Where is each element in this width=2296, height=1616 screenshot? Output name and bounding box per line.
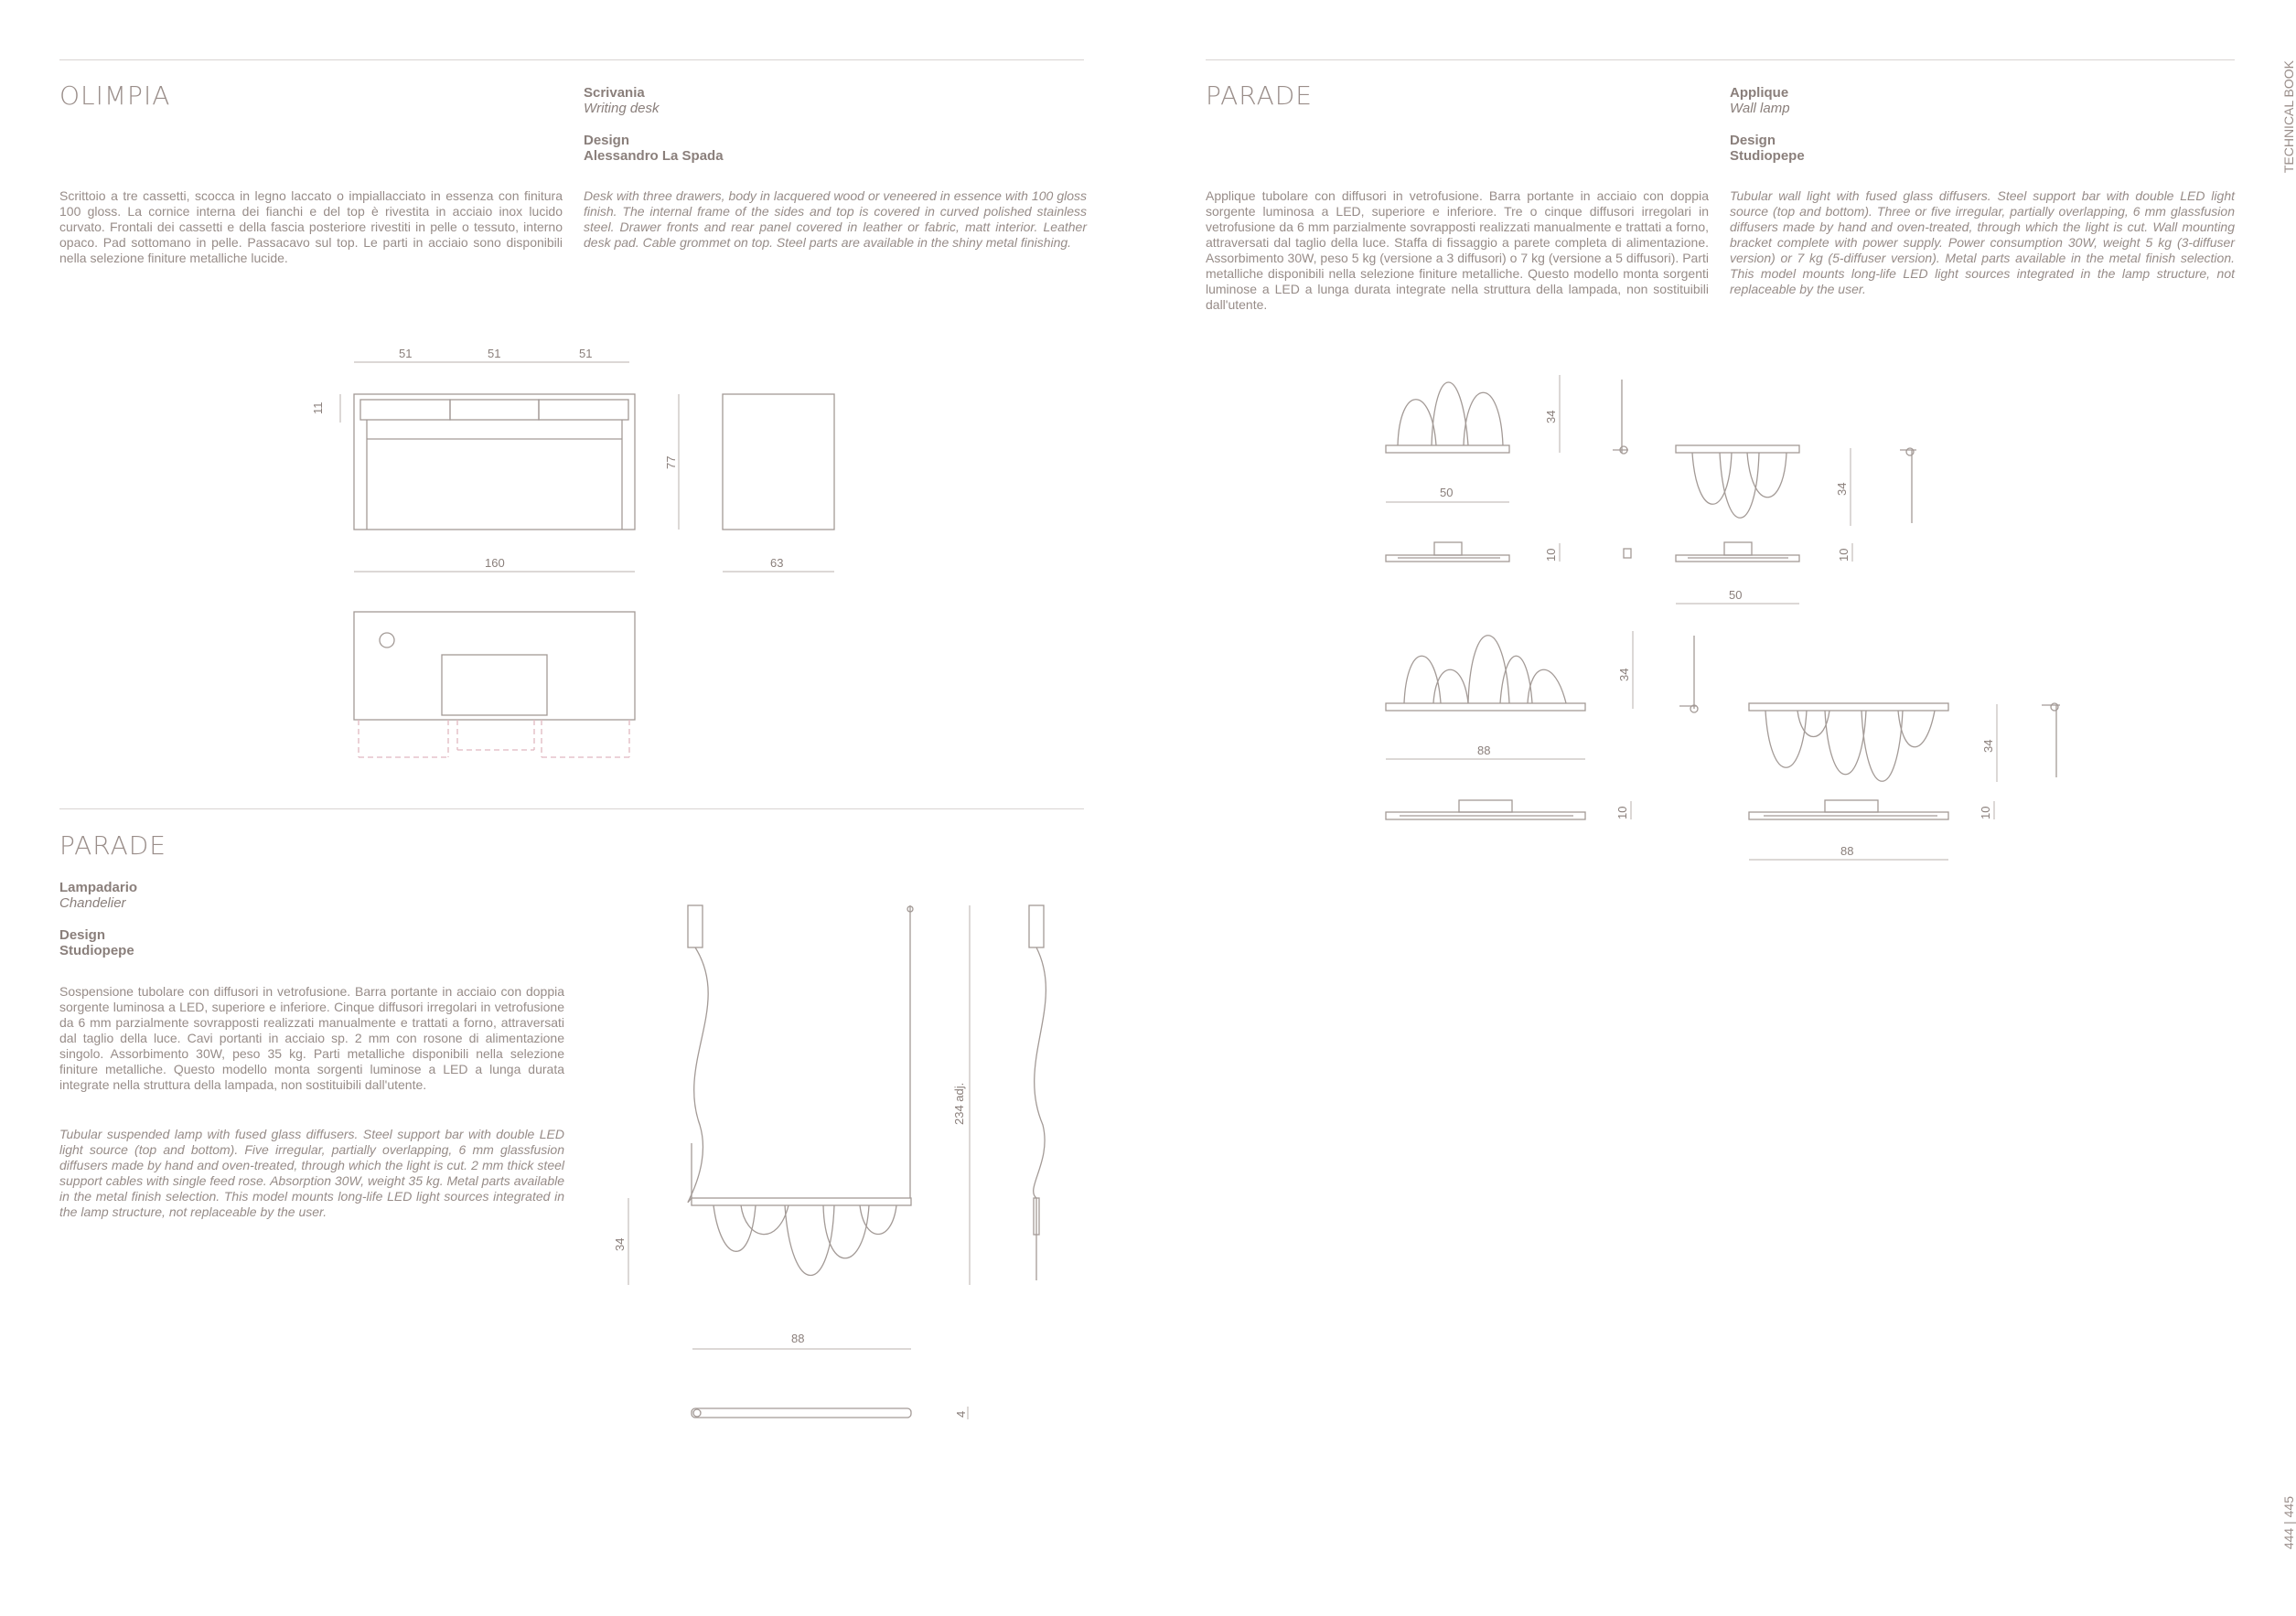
olimpia-dim-drawer2: 51: [488, 347, 501, 360]
parade-wall-dim-34-a: 34: [1544, 410, 1558, 423]
parade-wall-design-label: Design: [1730, 133, 1776, 148]
parade-chandelier-dim-34: 34: [613, 1237, 627, 1251]
olimpia-dim-drawer1: 51: [399, 347, 413, 360]
parade-wall-dim-34-b: 34: [1835, 482, 1849, 496]
olimpia-type-en: Writing desk: [584, 101, 660, 116]
olimpia-text-en: Desk with three drawers, body in lacquered wood or veneered in essence with 100 gloss finish. The internal frame of the sides and top is covered in curved polished stainless steel. Drawer fronts and rear panel covered in leather or fabric, matt interior. Leather desk pad. Cable grommet on top. Steel parts are available in the shiny metal finishing.: [584, 188, 1087, 250]
olimpia-title: OLIMPIA: [59, 80, 171, 111]
parade-wall-dim-10-d: 10: [1979, 806, 1992, 819]
parade-chandelier-design-label: Design: [59, 927, 106, 943]
side-book-title: TECHNICAL BOOK: [2281, 60, 2296, 174]
olimpia-dim-depth: 63: [770, 556, 784, 570]
parade-chandelier-designer: Studiopepe: [59, 943, 134, 958]
side-page-numbers: 444 | 445: [2281, 1496, 2296, 1550]
parade-wall-text-it: Applique tubolare con diffusori in vetrofusione. Barra portante in acciaio con doppia sorgente luminosa a LED, superiore e inferiore. Tre o cinque diffusori irregolari in vetrofusione da 6 mm parzialmente sovrapposti realizzati manualmente e trattati a forno, attraversati dal taglio della luce. Staffa di fissaggio a parete completa di alimentazione. Assorbimento 30W, peso 5 kg (versione a 3 diffusori) o 7 kg (versione a 5 diffusori). Parti metalliche disponibili nella selezione finiture metalliche. Questo modello monta sorgenti luminose a LED a lunga durata integrate nella struttura della lampada, non sostituibili dall'utente.: [1206, 188, 1709, 312]
olimpia-design-label: Design: [584, 133, 630, 148]
parade-chandelier-title: PARADE: [59, 830, 166, 861]
parade-wall-dim-10-a: 10: [1544, 548, 1558, 562]
parade-wall-dim-34-c: 34: [1617, 668, 1631, 681]
parade-chandelier-dim-4: 4: [954, 1410, 968, 1418]
parade-chandelier-text-it: Sospensione tubolare con diffusori in vetrofusione. Barra portante in acciaio con doppia sorgente luminosa a LED, superiore e inferiore. Cinque diffusori irregolari in vetrofusione da 6 mm parzialmente sovrapposti realizzati manualmente e trattati a forno, attraversati dal taglio della luce. Cavi portanti in acciaio sp. 2 mm con rosone di alimentazione singolo. Assorbimento 30W, peso 35 kg. Parti metalliche disponibili nella selezione finiture metalliche. Questo modello monta sorgenti luminose a LED a lunga durata integrate nella struttura della lampada, non sostituibili dall'utente.: [59, 984, 564, 1092]
parade-wall-designer: Studiopepe: [1730, 148, 1805, 164]
parade-wall-title: PARADE: [1206, 80, 1313, 111]
olimpia-dim-width: 160: [485, 556, 505, 570]
parade-wall-type-en: Wall lamp: [1730, 101, 1790, 116]
parade-wall-dim-88-b: 88: [1840, 844, 1854, 858]
olimpia-dim-height: 77: [664, 455, 678, 469]
parade-wall-text-en: Tubular wall light with fused glass diffusers. Steel support bar with double LED light source (top and bottom). Three or five irregular, partially overlapping, 6 mm glassfusion diffusers made by hand and oven-treated, through which the light is cut. Wall mounting bracket complete with power supply. Power consumption 30W, weight 5 kg (3-diffuser version) or 7 kg (5-diffuser version). Metal parts available in the metal finish selection. This model mounts long-life LED light sources integrated in the lamp structure, not replaceable by the user.: [1730, 188, 2235, 296]
parade-wall-dim-50-b: 50: [1729, 588, 1743, 602]
parade-wall-dim-50-a: 50: [1440, 486, 1454, 499]
parade-chandelier-dim-88: 88: [791, 1332, 805, 1345]
olimpia-front-view: [311, 347, 635, 572]
parade-wall-dim-34-d: 34: [1981, 739, 1995, 753]
parade-chandelier-text-en: Tubular suspended lamp with fused glass diffusers. Steel support bar with double LED light source (top and bottom). Five irregular, partially overlapping, 6 mm glassfusion diffusers made by hand and oven-treated, through which the light is cut. 2 mm thick steel support cables with single feed rose. Absorption 30W, weight 35 kg. Metal parts available in the metal finish selection. This model mounts long-life LED light sources integrated in the lamp structure, not replaceable by the user.: [59, 1127, 564, 1219]
parade-wall-large-front: [1386, 631, 1698, 819]
parade-wall-dim-10-c: 10: [1615, 806, 1629, 819]
parade-wall-dim-10-b: 10: [1837, 548, 1851, 562]
olimpia-top-view: [354, 612, 635, 757]
olimpia-dim-drawer-h: 11: [311, 401, 325, 414]
olimpia-text-it: Scrittoio a tre cassetti, scocca in legno laccato o impiallacciato in essenza con finitura 100 gloss. La cornice interna dei fianchi e del top è rivestita in acciaio inox lucido curvato. Frontali dei cassetti e della fascia posteriore rivestiti in pelle o tessuto, interno opaco. Pad sottomano in pelle. Passacavo sul top. Le parti in acciaio sono disponibili nella selezione finiture metalliche lucide.: [59, 188, 563, 265]
olimpia-dim-drawer3: 51: [579, 347, 593, 360]
parade-chandelier-dim-height: 234 adj.: [952, 1082, 966, 1125]
parade-wall-large-back: [1749, 703, 2060, 860]
parade-chandelier-type-en: Chandelier: [59, 895, 126, 911]
parade-wall-small-front: [1386, 375, 1631, 562]
olimpia-side-view: [664, 394, 834, 572]
olimpia-designer: Alessandro La Spada: [584, 148, 724, 164]
parade-wall-small-back: [1676, 445, 1916, 604]
parade-wall-dim-88-a: 88: [1477, 744, 1491, 757]
olimpia-type-it: Scrivania: [584, 85, 645, 101]
parade-chandelier-type-it: Lampadario: [59, 880, 138, 895]
parade-chandelier-side-view: [952, 905, 1046, 1285]
parade-wall-type-it: Applique: [1730, 85, 1789, 101]
parade-chandelier-front-view: [613, 905, 968, 1419]
